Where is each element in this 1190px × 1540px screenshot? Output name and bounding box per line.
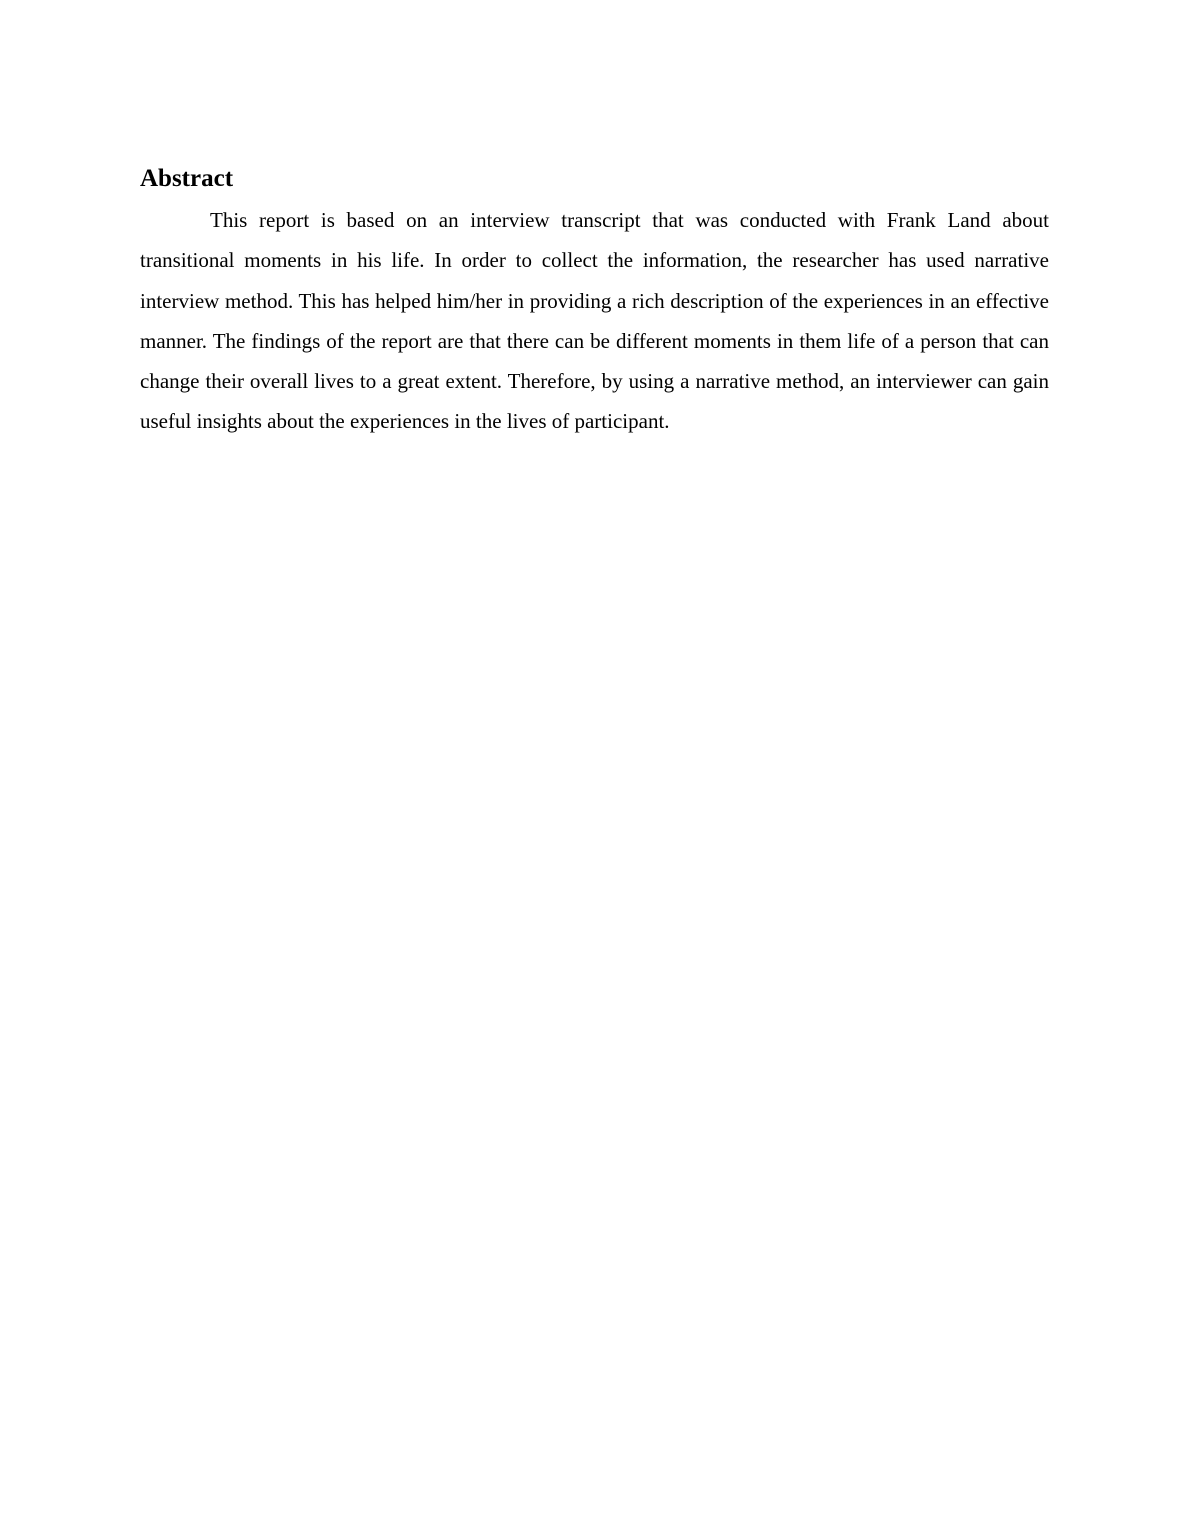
abstract-paragraph: This report is based on an interview transcript that was conducted with Frank Land about transitional moments in his life. In order to collect the information, the researcher has used narrative interview method. This has helped him/her in providing a rich description of the experiences in an effective manner. The findings of the report are that there can be different moments in them life of a person that can change their overall lives to a great extent. Therefore, by using a narrative method, an interviewer can gain useful insights about the experiences in the lives of participant. [140, 208, 1049, 434]
abstract-section [140, 160, 1049, 442]
section-heading: Abstract [140, 165, 234, 192]
